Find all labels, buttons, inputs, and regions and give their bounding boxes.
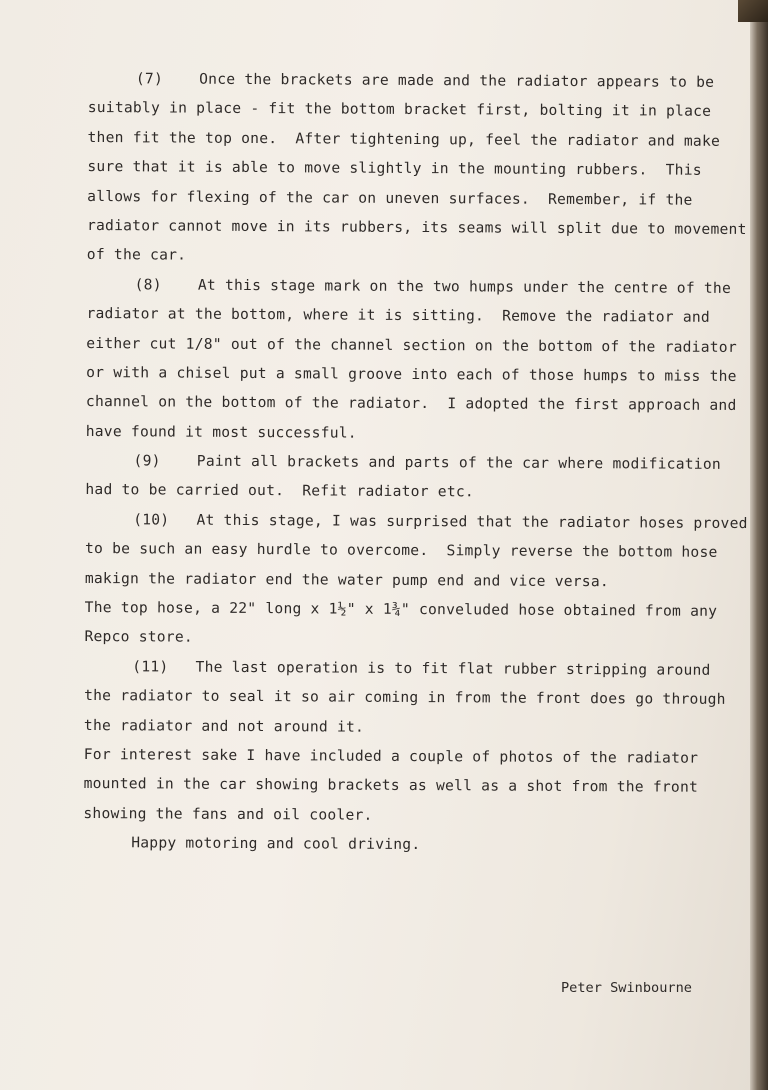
text-line: suitably in place - fit the bottom bracket first, bolting it in place [87, 99, 712, 121]
text-line: of the car. [86, 246, 187, 264]
closing-line: Happy motoring and cool driving. [131, 834, 421, 854]
text-line: (9) Paint all brackets and parts of the car where modification [133, 452, 721, 473]
text-line: (10) At this stage, I was surprised that the radiator hoses proved [133, 511, 748, 532]
text-line: had to be carried out. Refit radiator etc. [85, 481, 475, 501]
text-line: makign the radiator end the water pump end and vice versa. [84, 569, 610, 590]
text-line: For interest sake I have included a couple of photos of the radiator [83, 745, 699, 767]
text-line: (7) Once the brackets are made and the radiator appears to be [135, 70, 715, 91]
signature: Peter Swinbourne [561, 980, 692, 996]
text-line: then fit the top one. After tightening up, feel the radiator and make [87, 128, 721, 150]
text-line: (11) The last operation is to fit flat rubber stripping around [132, 658, 711, 679]
text-line: the radiator and not around it. [83, 716, 365, 736]
binder-corner [738, 0, 768, 22]
text-line: Repco store. [84, 628, 193, 647]
text-line: allows for flexing of the car on uneven surfaces. Remember, if the [87, 187, 693, 209]
text-line: or with a chisel put a small groove into each of those humps to miss the [86, 363, 737, 385]
text-line: radiator cannot move in its rubbers, its seams will split due to movement [86, 216, 747, 238]
text-line: mounted in the car showing brackets as well as a shot from the front [83, 775, 699, 797]
body-text [83, 64, 748, 862]
text-line: either cut 1/8" out of the channel section on the bottom of the radiator [86, 334, 737, 356]
text-line: to be such an easy hurdle to overcome. Simply reverse the bottom hose [84, 540, 718, 562]
text-line: sure that it is able to move slightly in the mounting rubbers. This [87, 158, 702, 179]
text-line: radiator at the bottom, where it is sitting. Remove the radiator and [86, 305, 711, 326]
page-edge [750, 0, 768, 1090]
text-line: the radiator to seal it so air coming in from the front does go through [84, 687, 726, 709]
text-line: (8) At this stage mark on the two humps under the centre of the [134, 276, 732, 297]
text-line: channel on the bottom of the radiator. I adopted the first approach and [85, 393, 737, 415]
text-line: have found it most successful. [85, 422, 357, 442]
text-line: showing the fans and oil cooler. [83, 804, 373, 824]
text-line: The top hose, a 22" long x 1½" x 1¾" conveluded hose obtained from any [84, 599, 718, 620]
